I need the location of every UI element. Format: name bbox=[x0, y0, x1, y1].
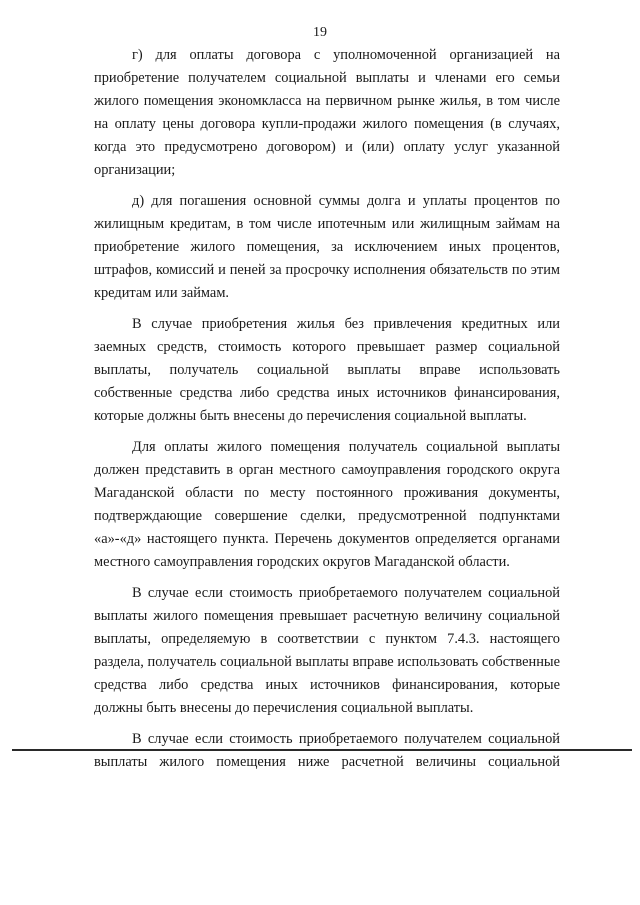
footer-rule bbox=[12, 749, 632, 751]
page-number: 19 bbox=[313, 25, 327, 40]
paragraph-cost-exceeds: В случае если стоимость приобретаемого получателем социальной выплаты жилого помещения превышает расчетную величину социальной выплаты, определяемую в соответствии с пунктом 7.4.3. настоящего раздела, получатель социальной выплаты вправе использовать собственные средства либо средства иных источников финансирования, которые должны быть внесены до перечисления социальной выплаты. bbox=[94, 585, 560, 716]
paragraph-purchase-without-credit: В случае приобретения жилья без привлечения кредитных или заемных средств, стоимость которого превышает размер социальной выплаты, получатель социальной выплаты вправе использовать собственные средства либо средства иных источников финансирования, которые должны быть внесены до перечисления социальной выплаты. bbox=[94, 316, 560, 424]
paragraph-payment-documents: Для оплаты жилого помещения получатель социальной выплаты должен представить в орган местного самоуправления городского округа Магаданской области по месту постоянного проживания документы, подтверждающие совершение сделки, предусмотренной подпунктами «а»-«д» настоящего пункта. Перечень документов определяется органами местного самоуправления городских округов Магаданской области. bbox=[94, 439, 560, 570]
paragraph-cost-below: В случае если стоимость приобретаемого получателем социальной выплаты жилого помещения ниже расчетной величины социальной bbox=[94, 731, 560, 770]
paragraph-subitem-d: д) для погашения основной суммы долга и уплаты процентов по жилищным кредитам, в том числе ипотечным или жилищным займам на приобретение жилого помещения, за исключением иных процентов, штрафов, комиссий и пеней за просрочку исполнения обязательств по этим кредитам или займам. bbox=[94, 193, 560, 301]
paragraph-subitem-g: г) для оплаты договора с уполномоченной организацией на приобретение получателем социальной выплаты и членами его семьи жилого помещения экономкласса на первичном рынке жилья, в том числе на оплату цены договора купли-продажи жилого помещения (в случаях, когда это предусмотрено договором) и (или) оплату услуг указанной организации; bbox=[94, 47, 560, 178]
document-body bbox=[94, 44, 560, 774]
